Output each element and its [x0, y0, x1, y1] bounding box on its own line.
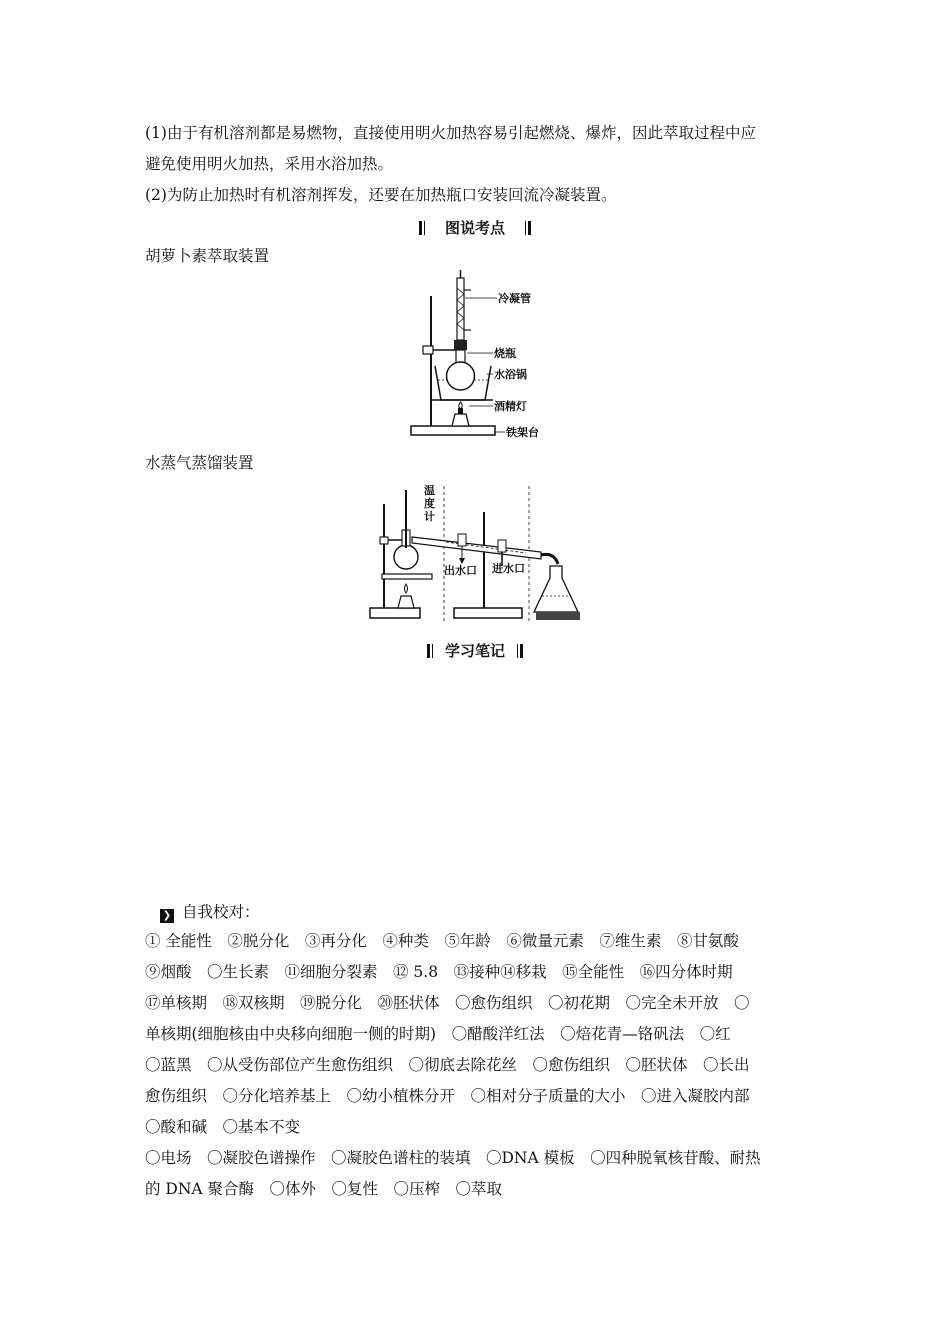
- flask-stopper: [454, 340, 467, 350]
- intro-p1-line2: 避免使用明火加热，采用水浴加热。: [145, 155, 394, 173]
- section-heading-notes: [0, 640, 950, 661]
- label-thermo-1: 温: [424, 484, 435, 497]
- label-flask: 烧瓶: [494, 347, 516, 360]
- answer-line: ⑨烟酸 〇生长素 ⑪细胞分裂素 ⑫ 5.8 ⑬接种⑭移栽 ⑮全能性 ⑯四分体时期: [145, 963, 733, 981]
- label-thermo-2: 度: [424, 497, 435, 510]
- round-flask: [447, 362, 475, 390]
- section-notes-title: 学习笔记: [444, 642, 505, 660]
- self-check-answers: [145, 926, 809, 1205]
- alcohol-lamp: [452, 414, 469, 426]
- section-figure-title: 图说考点: [444, 219, 505, 237]
- liebig-condenser: [412, 537, 541, 559]
- answer-line: 〇蓝黑 〇从受伤部位产生愈伤组织 〇彻底去除花丝 〇愈伤组织 〇胚状体 〇长出: [145, 1056, 750, 1074]
- notes-bar-left: [427, 644, 430, 658]
- heading-bar-left: [419, 221, 422, 235]
- conical-flask: [534, 566, 578, 612]
- answer-line: 〇酸和碱 〇基本不变: [145, 1118, 301, 1136]
- label-water-out: 出水口: [444, 564, 477, 577]
- answer-line: ⑰单核期 ⑱双核期 ⑲脱分化 ⑳胚状体 〇愈伤组织 〇初花期 〇完全未开放 〇: [145, 994, 750, 1012]
- extraction-apparatus-diagram: [405, 268, 555, 444]
- self-check-title: 自我校对：: [182, 903, 260, 921]
- section-heading-figure: [0, 217, 950, 238]
- intro-p2: (2)为防止加热时有机溶剂挥发，还要在加热瓶口安装回流冷凝装置。: [145, 186, 617, 204]
- steam-distillation-diagram: [366, 482, 586, 628]
- figure2-caption: 水蒸气蒸馏装置: [145, 454, 254, 472]
- figure1-caption: 胡萝卜素萃取装置: [145, 247, 270, 265]
- self-check-heading: [160, 900, 260, 923]
- answer-line: ① 全能性 ②脱分化 ③再分化 ④种类 ⑤年龄 ⑥微量元素 ⑦维生素 ⑧甘氨酸: [145, 932, 739, 950]
- label-water-bath: 水浴锅: [494, 368, 527, 381]
- label-lamp: 酒精灯: [494, 400, 527, 413]
- answer-line: 愈伤组织 〇分化培养基上 〇幼小植株分开 〇相对分子质量的大小 〇进入凝胶内部: [145, 1087, 750, 1105]
- intro-p1-line1: (1)由于有机溶剂都是易燃物，直接使用明火加热容易引起燃烧、爆炸，因此萃取过程中应: [145, 124, 756, 142]
- label-thermo-3: 计: [424, 510, 435, 523]
- answer-line: 单核期(细胞核由中央移向细胞一侧的时期) 〇醋酸洋红法 〇焙花青—铬矾法 〇红: [145, 1025, 731, 1043]
- label-stand: 铁架台: [506, 426, 539, 439]
- stand-base: [411, 426, 495, 435]
- receiver-base: [536, 612, 580, 620]
- label-water-in: 进水口: [492, 562, 525, 575]
- answer-line: 〇电场 〇凝胶色谱操作 〇凝胶色谱柱的装填 〇DNA 模板 〇四种脱氧核苷酸、耐热: [145, 1149, 761, 1167]
- intro-paragraph-1: [145, 118, 807, 180]
- arrow-marker-icon: ❯: [160, 909, 174, 923]
- intro-paragraph-2: [145, 180, 807, 211]
- distillation-flask: [394, 545, 418, 569]
- answer-line: 的 DNA 聚合酶 〇体外 〇复性 〇压榨 〇萃取: [145, 1180, 503, 1198]
- heading-bar-right: [528, 221, 531, 235]
- notes-bar-right: [520, 644, 523, 658]
- label-condenser: 冷凝管: [498, 292, 531, 305]
